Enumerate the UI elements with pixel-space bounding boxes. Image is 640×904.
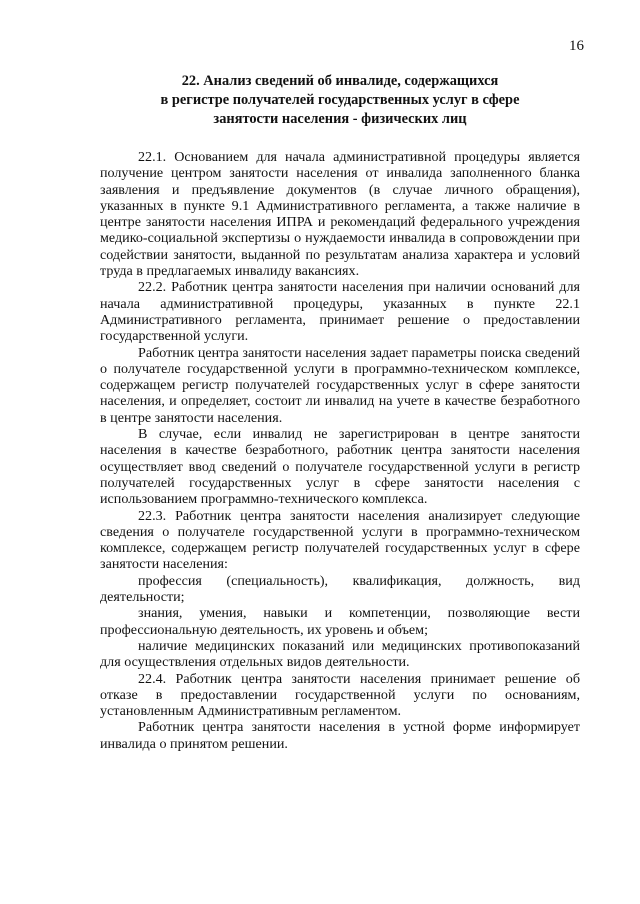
paragraph-inform: Работник центра занятости населения в устной форме информирует инвалида о принятом решении. — [100, 719, 580, 752]
list-item-medical: наличие медицинских показаний или медицинских противопоказаний для осуществления отдельных видов деятельности. — [100, 637, 580, 671]
paragraph-not-registered: В случае, если инвалид не зарегистрирован в центре занятости населения в качестве безработного, работник центра занятости населения осуществляет ввод сведений о получателе государственной услуги в регистр получателей государственных услуг в сфере занятости населения с использованием программно-технического комплекса. — [100, 426, 580, 508]
paragraph-22-3: 22.3. Работник центра занятости населения анализирует следующие сведения о получателе государственной услуги в программно-техническом комплексе, содержащем регистр получателей государственных услуг в сфере занятости населения: — [100, 507, 580, 573]
page-number: 16 — [569, 38, 584, 54]
paragraph-search-parameters: Работник центра занятости населения задает параметры поиска сведений о получателе государственной услуги в программно-техническом комплексе, содержащем регистр получателей государственных услуг в сфере занятости населения, и определяет, состоит ли инвалид на учете в качестве безработного в центре занятости населения. — [100, 344, 580, 426]
heading-line-1: 22. Анализ сведений об инвалиде, содержащихся — [181, 73, 499, 89]
heading-line-3: занятости населения - физических лиц — [213, 111, 467, 127]
list-item-skills: знания, умения, навыки и компетенции, позволяющие вести профессиональную деятельность, их уровень и объем; — [100, 605, 580, 638]
paragraph-22-2: 22.2. Работник центра занятости населения при наличии оснований для начала административной процедуры, указанных в пункте 22.1 Административного регламента, принимает решение о предоставлении государственной услуги. — [100, 279, 580, 345]
heading-line-2: в регистре получателей государственных услуг в сфере — [160, 92, 520, 108]
paragraph-22-4: 22.4. Работник центра занятости населения принимает решение об отказе в предоставлении государственной услуги по основаниям, установленным Административным регламентом. — [100, 670, 580, 720]
paragraph-22-1: 22.1. Основанием для начала административной процедуры является получение центром занятости населения от инвалида заполненного бланка заявления и предъявление документов (в случае личного обращения), указанных в пункте 9.1 Административного регламента, а также наличие в центре занятости населения ИПРА и рекомендаций федерального учреждения медико-социальной экспертизы о нуждаемости инвалида в сопровождении при содействии занятости, выданной по результатам анализа характера и условий труда в предлагаемых инвалиду вакансиях. — [100, 149, 580, 280]
section-heading — [100, 72, 580, 129]
list-item-profession: профессия (специальность), квалификация, должность, вид деятельности; — [100, 572, 580, 606]
document-body — [100, 149, 580, 752]
